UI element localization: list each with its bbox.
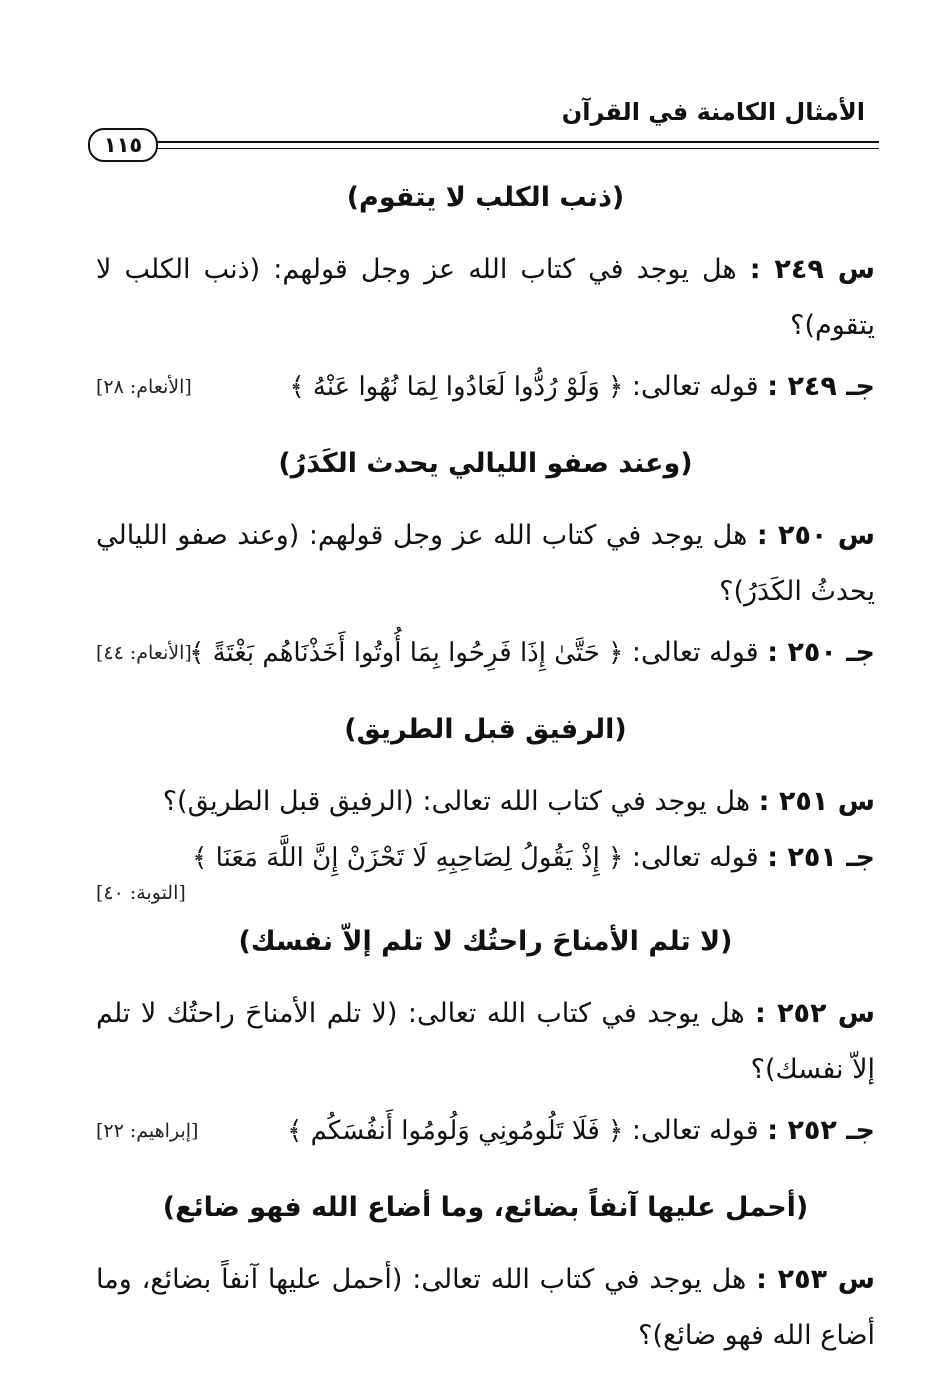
section-heading: (وعند صفو الليالي يحدث الكَدَرُ) — [278, 448, 693, 479]
question-label: س ٢٥٢ : — [755, 998, 875, 1029]
running-title: الأمثال الكامنة في القرآن — [561, 98, 865, 126]
question-text: هل يوجد في كتاب الله تعالى: (لا تلم الأمناحَ راحتُك لا تلم إلاّ نفسك)؟ — [96, 998, 875, 1085]
question-label: س ٢٥٠ : — [756, 520, 875, 551]
question-paragraph — [96, 508, 875, 620]
question-text: هل يوجد في كتاب الله تعالى: (أحمل عليها آنفاً بضائع، وما أضاع الله فهو ضائع)؟ — [96, 1264, 875, 1351]
answer-label: جـ ٢٥٢ : — [767, 1115, 875, 1146]
answer-line — [96, 1098, 875, 1164]
verse-reference: [التوبة: ٤٠] — [96, 882, 186, 904]
answer-intro: قوله تعالى: — [631, 637, 759, 668]
question-label: س ٢٤٩ : — [749, 254, 875, 285]
quran-verse: ﴿ إِذْ يَقُولُ لِصَاحِبِهِ لَا تَحْزَنْ إِنَّ اللَّهَ مَعَنَا ﴾ — [192, 843, 624, 873]
answer-line — [96, 830, 875, 886]
header-rule — [150, 141, 879, 149]
section-heading: (ذنب الكلب لا يتقوم) — [346, 182, 625, 213]
verse-reference: [الأنعام: ٢٨] — [96, 376, 192, 398]
quran-verse: ﴿ حَتَّىٰ إِذَا فَرِحُوا بِمَا أُوتُوا أَخَذْنَاهُم بَغْتَةً ﴾ — [189, 638, 624, 668]
answer-intro: قوله تعالى: — [631, 1115, 759, 1146]
question-text: هل يوجد في كتاب الله تعالى: (الرفيق قبل الطريق)؟ — [162, 786, 751, 817]
answer-label: جـ ٢٥٠ : — [767, 637, 875, 668]
answer-line — [96, 354, 875, 420]
verse-reference: [إبراهيم: ٢٢] — [96, 1120, 199, 1142]
page-number-badge: ١١٥ — [88, 128, 158, 162]
question-paragraph — [96, 1252, 875, 1364]
section-heading: (أحمل عليها آنفاً بضائع، وما أضاع الله فهو ضائع) — [162, 1192, 809, 1223]
question-text: هل يوجد في كتاب الله عز وجل قولهم: (وعند صفو الليالي يحدثُ الكَدَرُ)؟ — [96, 520, 875, 607]
question-paragraph — [96, 774, 875, 830]
section-heading: (الرفيق قبل الطريق) — [344, 714, 627, 745]
page-content — [96, 168, 875, 1364]
question-label: س ٢٥٣ : — [756, 1264, 875, 1295]
answer-label: جـ ٢٥١ : — [767, 842, 875, 873]
question-text: هل يوجد في كتاب الله عز وجل قولهم: (ذنب الكلب لا يتقوم)؟ — [96, 254, 875, 341]
answer-intro: قوله تعالى: — [631, 371, 759, 402]
verse-reference: [الأنعام: ٤٤] — [96, 642, 192, 664]
answer-line — [96, 620, 875, 686]
quran-verse: ﴿ وَلَوْ رُدُّوا لَعَادُوا لِمَا نُهُوا عَنْهُ ﴾ — [289, 372, 624, 402]
answer-label: جـ ٢٤٩ : — [767, 371, 875, 402]
question-paragraph — [96, 242, 875, 354]
answer-intro: قوله تعالى: — [631, 842, 759, 873]
section-heading: (لا تلم الأمناحَ راحتُك لا تلم إلاّ نفسك) — [238, 926, 733, 957]
quran-verse: ﴿ فَلَا تَلُومُونِي وَلُومُوا أَنفُسَكُم ﴾ — [287, 1116, 624, 1146]
question-label: س ٢٥١ : — [758, 786, 875, 817]
question-paragraph — [96, 986, 875, 1098]
